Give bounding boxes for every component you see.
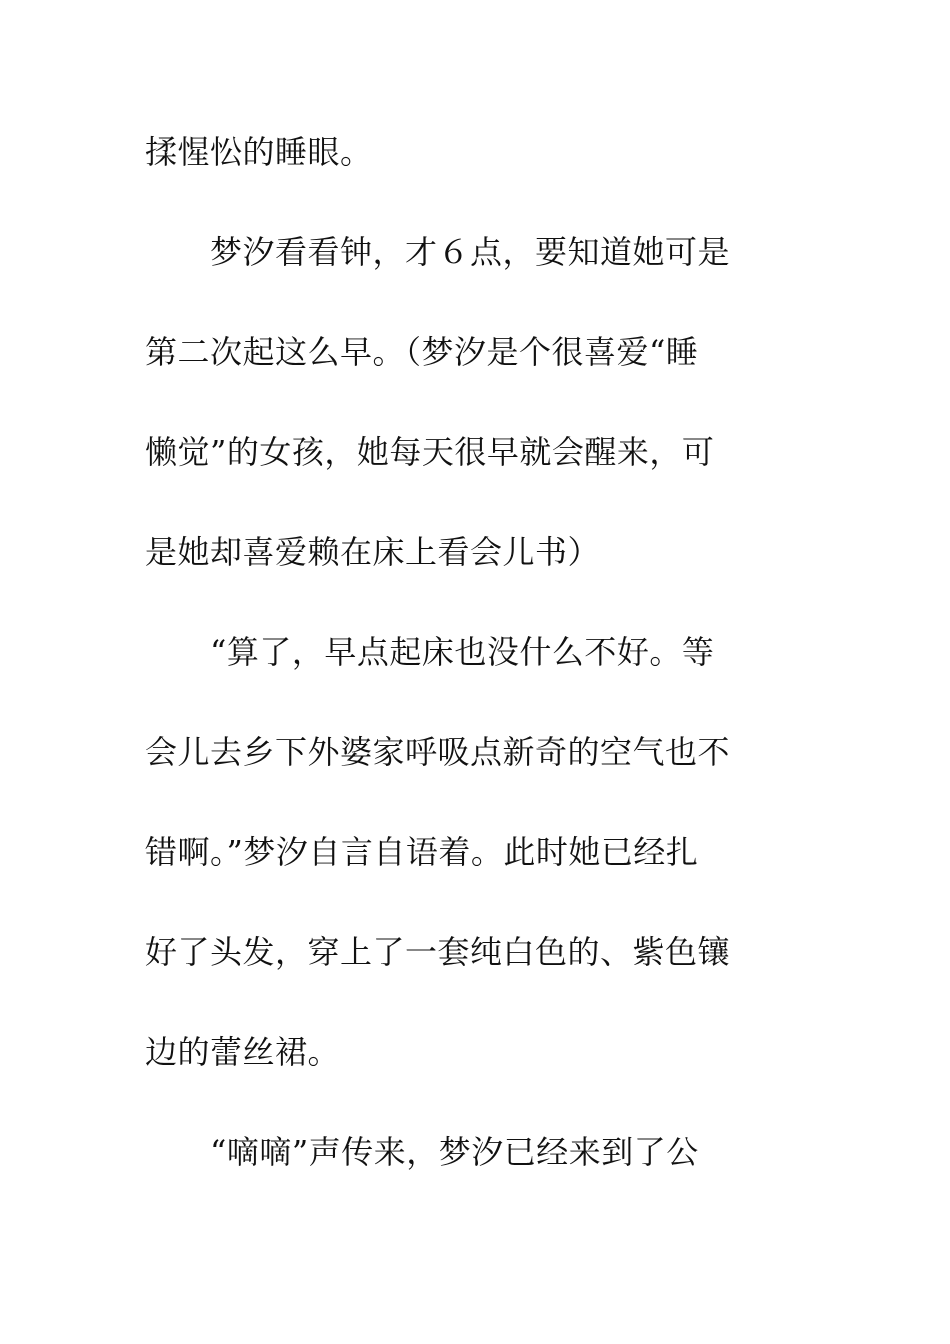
text-line-1: 揉惺忪的睡眼。 [145, 133, 373, 171]
text-line-3: 第二次起这么早。（梦汐是个很喜爱“睡 [145, 333, 699, 371]
text-line-7: 会儿去乡下外婆家呼吸点新奇的空气也不 [145, 733, 731, 771]
text-line-8: 错啊。”梦汐自言自语着。此时她已经扎 [145, 833, 699, 871]
text-line-11: “嘀嘀”声传来，梦汐已经来到了公 [145, 1133, 699, 1171]
text-line-6: “算了，早点起床也没什么不好。等 [145, 633, 715, 671]
text-line-9: 好了头发，穿上了一套纯白色的、紫色镶 [145, 933, 731, 971]
text-line-4: 懒觉”的女孩，她每天很早就会醒来，可 [145, 433, 715, 471]
text-line-10: 边的蕾丝裙。 [145, 1033, 341, 1071]
text-line-2: 梦汐看看钟，才６点，要知道她可是 [145, 233, 731, 271]
text-line-5: 是她却喜爱赖在床上看会儿书） [145, 533, 601, 571]
